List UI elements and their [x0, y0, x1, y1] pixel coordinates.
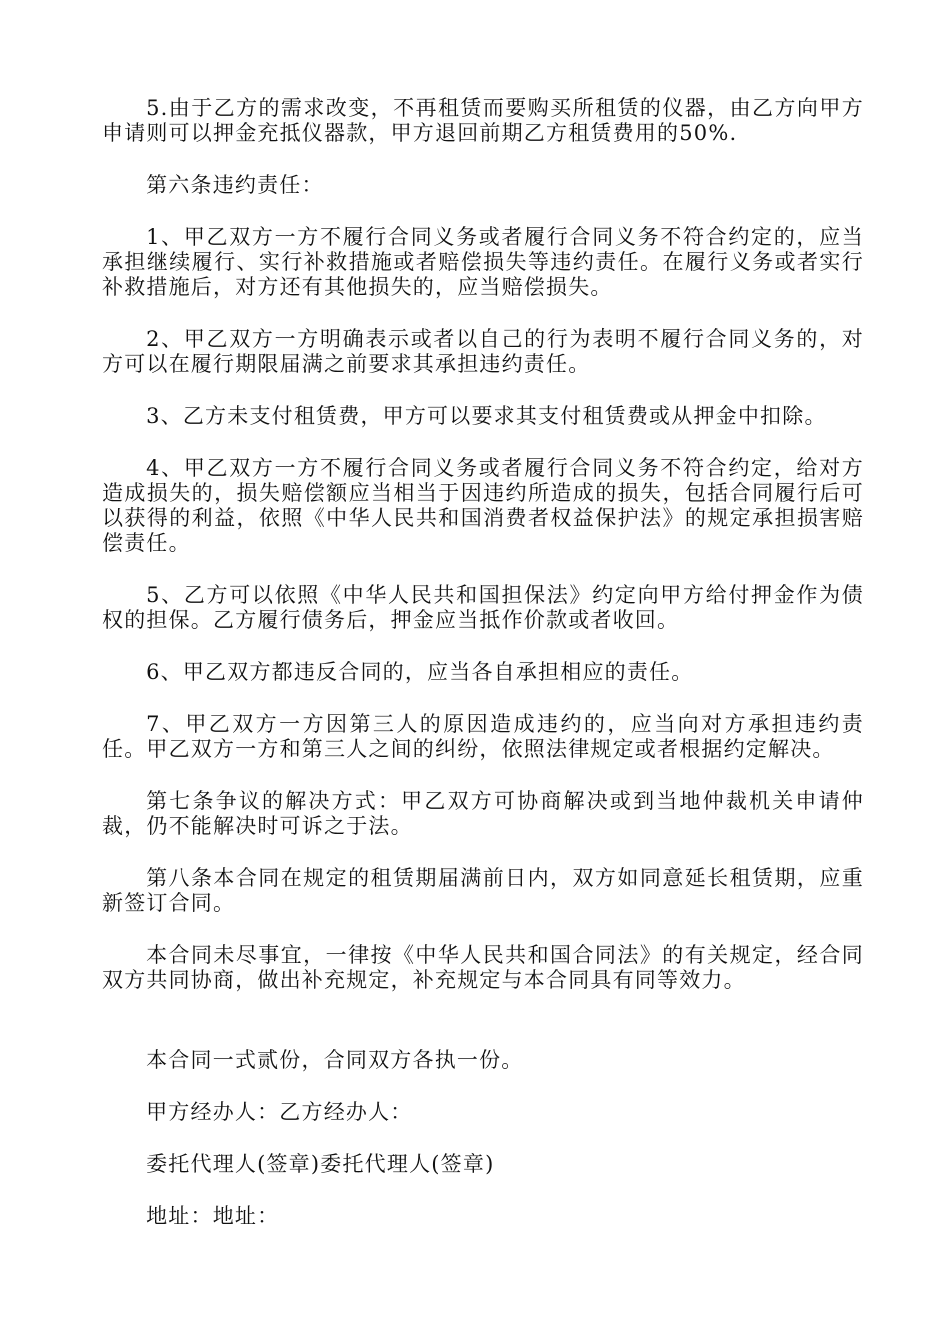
article-6-item-5: 5、乙方可以依照《中华人民共和国担保法》约定向甲方给付押金作为债权的担保。乙方履行债务后，押金应当抵作价款或者收回。 — [102, 583, 864, 632]
article-6-item-2: 2、甲乙双方一方明确表示或者以自己的行为表明不履行合同义务的，对方可以在履行期限届满之前要求其承担违约责任。 — [102, 327, 864, 376]
clause-5-purchase: 5.由于乙方的需求改变，不再租赁而要购买所租赁的仪器，由乙方向甲方申请则可以押金充抵仪器款，甲方退回前期乙方租赁费用的50%. — [102, 96, 864, 145]
address-line: 地址：地址： — [146, 1204, 280, 1228]
article-6-item-4: 4、甲乙双方一方不履行合同义务或者履行合同义务不符合约定，给对方造成损失的，损失赔偿额应当相当于因违约所造成的损失，包括合同履行后可以获得的利益，依照《中华人民共和国消费者权益保护法》的规定承担损害赔偿责任。 — [102, 456, 864, 555]
article-6-item-3: 3、乙方未支付租赁费，甲方可以要求其支付租赁费或从押金中扣除。 — [146, 404, 827, 428]
article-6-item-6: 6、甲乙双方都违反合同的，应当各自承担相应的责任。 — [146, 660, 694, 684]
article-6-item-1: 1、甲乙双方一方不履行合同义务或者履行合同义务不符合约定的，应当承担继续履行、实行补救措施或者赔偿损失等违约责任。在履行义务或者实行补救措施后，对方还有其他损失的，应当赔偿损失。 — [102, 225, 864, 299]
article-8-renewal: 第八条本合同在规定的租赁期届满前日内，双方如同意延长租赁期，应重新签订合同。 — [102, 866, 864, 915]
article-6-heading: 第六条违约责任： — [146, 173, 324, 197]
article-7-dispute: 第七条争议的解决方式：甲乙双方可协商解决或到当地仲裁机关申请仲裁，仍不能解决时可诉之于法。 — [102, 789, 864, 838]
copies-clause: 本合同一式贰份，合同双方各执一份。 — [146, 1048, 524, 1072]
supplementary-clause: 本合同未尽事宜，一律按《中华人民共和国合同法》的有关规定，经合同双方共同协商，做出补充规定，补充规定与本合同具有同等效力。 — [102, 943, 864, 992]
handlers-line: 甲方经办人：乙方经办人： — [146, 1100, 413, 1124]
agents-signature-line: 委托代理人(签章)委托代理人(签章) — [146, 1152, 495, 1176]
article-6-item-7: 7、甲乙双方一方因第三人的原因造成违约的，应当向对方承担违约责任。甲乙双方一方和第三人之间的纠纷，依照法律规定或者根据约定解决。 — [102, 712, 864, 761]
document-page — [102, 96, 864, 1256]
